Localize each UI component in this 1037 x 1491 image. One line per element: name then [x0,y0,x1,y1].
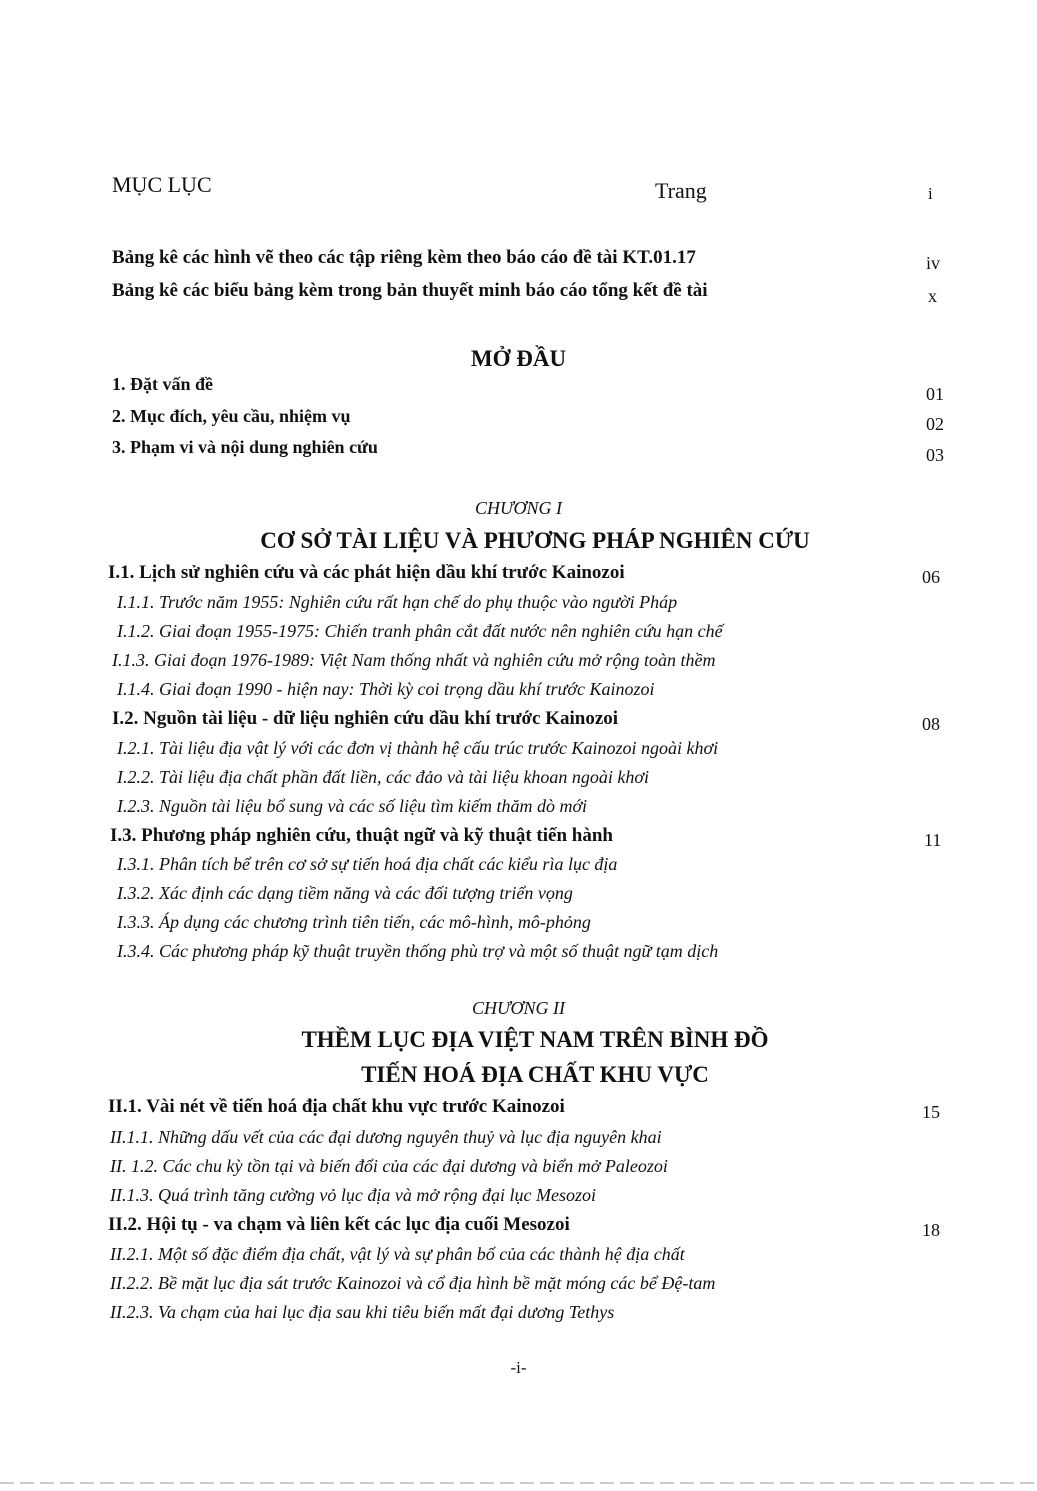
subsection-entry: II. 1.2. Các chu kỳ tồn tại và biến đổi của các đại dương và biển mở Paleozoi [110,1156,668,1176]
subsection-entry: II.2.1. Một số đặc điểm địa chất, vật lý và sự phân bố của các thành hệ địa chất [110,1244,685,1264]
intro-title: MỞ ĐẦU [470,346,567,371]
subsection-entry: I.3.4. Các phương pháp kỹ thuật truyền thống phù trợ và một số thuật ngữ tạm dịch [117,941,719,961]
subsection-entry: I.2.3. Nguồn tài liệu bổ sung và các số liệu tìm kiếm thăm dò mới [117,796,588,816]
section-entry: I.1. Lịch sử nghiên cứu và các phát hiện dầu khí trước Kainozoi [108,562,625,583]
front-entry: Bảng kê các hình vẽ theo các tập riêng kèm theo báo cáo đề tài KT.01.17 [112,247,696,268]
subsection-entry: I.3.1. Phân tích bể trên cơ sở sự tiến hoá địa chất các kiểu rìa lục địa [117,854,618,874]
intro-item: 2. Mục đích, yêu cầu, nhiệm vụ [112,406,351,426]
front-entry-page: x [928,286,937,306]
chapter-label: CHƯƠNG II [471,998,566,1018]
section-entry: I.3. Phương pháp nghiên cứu, thuật ngữ và kỹ thuật tiến hành [110,825,613,846]
intro-item: 3. Phạm vi và nội dung nghiên cứu [112,437,378,457]
section-entry: II.2. Hội tụ - va chạm và liên kết các lục địa cuối Mesozoi [108,1214,570,1235]
intro-item: 1. Đặt vấn đề [112,374,214,394]
chapter-title: TIẾN HOÁ ĐỊA CHẤT KHU VỰC [361,1062,709,1087]
subsection-entry: I.3.2. Xác định các dạng tiềm năng và các đối tượng triển vọng [117,883,573,903]
page-column-label: Trang [655,178,707,203]
section-entry: II.1. Vài nét về tiến hoá địa chất khu vực trước Kainozoi [108,1096,565,1117]
section-page: 08 [922,714,940,734]
scan-artifact-line [0,1482,1037,1484]
chapter-label: CHƯƠNG I [474,498,563,518]
section-entry: I.2. Nguồn tài liệu - dữ liệu nghiên cứu dầu khí trước Kainozoi [112,708,619,729]
toc-title: MỤC LỤC [112,172,212,197]
subsection-entry: II.1.3. Quá trình tăng cường vỏ lục địa và mở rộng đại lục Mesozoi [110,1185,596,1205]
page-footer: -i- [510,1358,527,1377]
front-entry: Bảng kê các biểu bảng kèm trong bản thuyết minh báo cáo tổng kết đề tài [112,280,708,301]
subsection-entry: I.2.2. Tài liệu địa chất phần đất liền, các đảo và tài liệu khoan ngoài khơi [117,767,650,787]
subsection-entry: I.1.3. Giai đoạn 1976-1989: Việt Nam thống nhất và nghiên cứu mở rộng toàn thềm [112,650,716,670]
section-page: 15 [922,1102,940,1122]
intro-item-page: 02 [926,414,944,434]
subsection-entry: I.3.3. Áp dụng các chương trình tiên tiến, các mô-hình, mô-phỏng [117,912,591,932]
chapter-title: THỀM LỤC ĐỊA VIỆT NAM TRÊN BÌNH ĐỒ [301,1027,769,1052]
toc-page-number: i [928,184,933,203]
subsection-entry: I.1.1. Trước năm 1955: Nghiên cứu rất hạn chế do phụ thuộc vào người Pháp [117,592,678,612]
section-page: 18 [922,1220,940,1240]
subsection-entry: II.2.2. Bề mặt lục địa sát trước Kainozoi và cổ địa hình bề mặt móng các bể Đệ-tam [110,1273,716,1293]
intro-item-page: 03 [926,445,944,465]
intro-item-page: 01 [926,384,944,404]
subsection-entry: II.1.1. Những dấu vết của các đại dương nguyên thuỷ và lục địa nguyên khai [110,1127,662,1147]
subsection-entry: I.1.4. Giai đoạn 1990 - hiện nay: Thời kỳ coi trọng dầu khí trước Kainozoi [117,679,655,699]
section-page: 06 [922,567,940,587]
subsection-entry: II.2.3. Va chạm của hai lục địa sau khi tiêu biến mất đại dương Tethys [110,1302,615,1322]
section-page: 11 [924,830,942,850]
subsection-entry: I.1.2. Giai đoạn 1955-1975: Chiến tranh phân cắt đất nước nên nghiên cứu hạn chế [117,621,723,641]
subsection-entry: I.2.1. Tài liệu địa vật lý với các đơn vị thành hệ cấu trúc trước Kainozoi ngoài khơi [117,738,719,758]
front-entry-page: iv [926,253,941,273]
chapter-title: CƠ SỞ TÀI LIỆU VÀ PHƯƠNG PHÁP NGHIÊN CỨU [260,528,810,553]
